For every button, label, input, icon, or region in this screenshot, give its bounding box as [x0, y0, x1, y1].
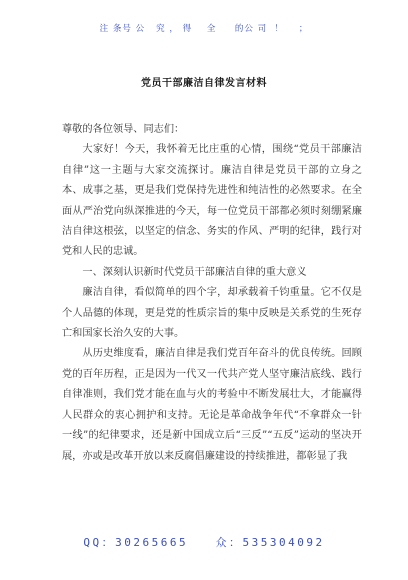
document-body [62, 120, 362, 467]
header-notice: 注 条号 公 究 ， 得 全 的公 司 ！ ； [99, 24, 309, 34]
footer-contact: QQ：30265665 众：535304092 [83, 536, 325, 549]
paragraph-significance: 廉洁自律，看似简单的四个字，却承载着千钧重量。它不仅是个人品德的体现，更是党的性质宗旨的集中反映是关系党的生死存亡和国家长治久安的大事。 [62, 287, 362, 340]
document-title: 党员干部廉洁自律发言材料 [141, 78, 267, 89]
paragraph-intro: 大家好！今天，我怀着无比庄重的心情，围绕“党员干部廉洁自律”这一主题与大家交流探讨。廉洁自律是党员干部的立身之本、成事之基，更是我们党保持先进性和纯洁性的必然要求。在全面从严治党向纵深推进的今天，每一位党员干部都必须时刻绷紧廉洁自律这根弦，以坚定的信念、务实的作风、严明的纪律，践行对党和人民的忠诚。 [62, 144, 362, 258]
section-heading: 一、深刻认识新时代党员干部廉洁自律的重大意义 [82, 266, 307, 278]
paragraph-history: 从历史维度看，廉洁自律是我们党百年奋斗的优良传统。回顾党的百年历程，正是因为一代又一代共产党人坚守廉洁底线、践行自律准则，我们党才能在血与火的考验中不断发展壮大，才能赢得人民群众的衷心拥护和支持。无论是革命战争年代“不拿群众一针一线”的纪律要求，还是新中国成立后“三反”“五反”运动的坚决开展，亦或是改革开放以来反腐倡廉建设的持续推进，都彰显了我 [62, 348, 362, 462]
salutation: 尊敬的各位领导、同志们： [62, 124, 185, 135]
